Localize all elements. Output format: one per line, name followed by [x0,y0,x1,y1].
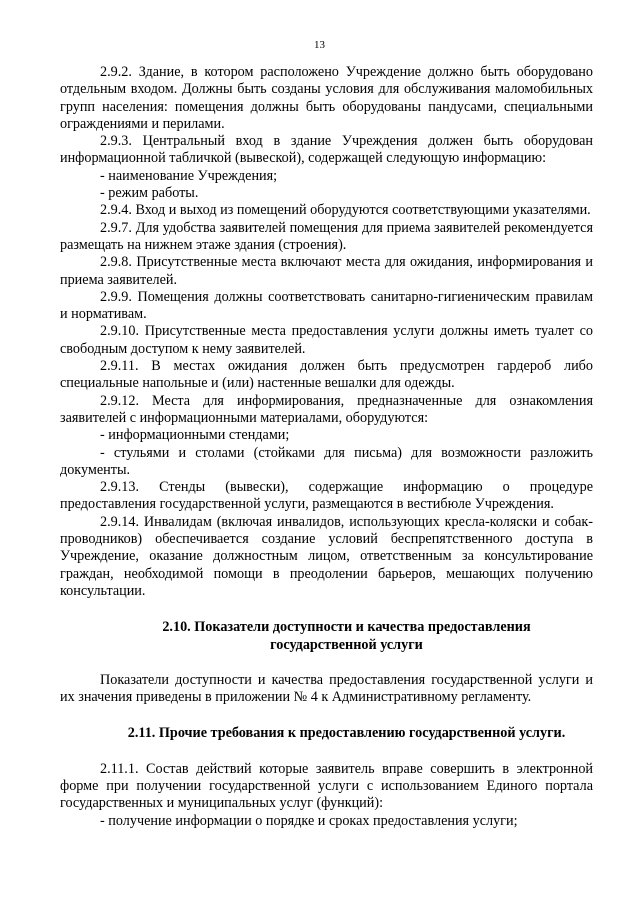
paragraph-2-9-11: 2.9.11. В местах ожидания должен быть предусмотрен гардероб либо специальные напольные и (или) настенные вешалки для одежды. [60,358,593,392]
paragraph-2-9-14: 2.9.14. Инвалидам (включая инвалидов, использующих кресла-коляски и собак-проводников) обеспечивается создание условий беспрепятственного доступа в Учреждение, оказание должностным лицом, ответственным за консультирование граждан, необходимой помощи в преодолении барьеров, мешающих получению консультации. [60,513,593,599]
section-heading-2-10-line1: 2.10. Показатели доступности и качества предоставления [162,619,531,636]
paragraph-2-9-4: 2.9.4. Вход и выход из помещений оборудуются соответствующими указателями. [100,202,591,219]
section-heading-2-11: 2.11. Прочие требования к предоставлению государственной услуги. [127,725,566,742]
page-content [60,64,593,830]
spacer [60,706,593,725]
paragraph-2-9-2: 2.9.2. Здание, в котором расположено Учреждение должно быть оборудовано отдельным входом. Должны быть созданы условия для обслуживания маломобильных групп населения: помещения должны быть оборудованы пандусами, специальными ограждениями и перилами. [60,64,593,132]
list-item-info-procedure: - получение информации о порядке и сроках предоставления услуги; [100,812,518,829]
paragraph-2-9-9: 2.9.9. Помещения должны соответствовать санитарно-гигиеническим правилам и нормативам. [60,288,593,323]
paragraph-2-9-7: 2.9.7. Для удобства заявителей помещения для приема заявителей рекомендуется размещать на нижнем этаже здания (строения). [60,219,593,253]
spacer [60,654,593,672]
spacer [60,600,593,619]
paragraph-2-9-3: 2.9.3. Центральный вход в здание Учреждения должен быть оборудован информационной табличкой (вывеской), содержащей следующую информацию: [60,133,593,167]
paragraph-2-9-12: 2.9.12. Места для информирования, предназначенные для ознакомления заявителей с информационными материалами, оборудуются: [60,392,593,426]
section-heading-2-10-line2: государственной услуги [270,636,423,653]
paragraph-2-11-1: 2.11.1. Состав действий которые заявитель вправе совершить в электронной форме при получении государственной услуги с использованием Единого портала государственных и муниципальных услуг (функций): [60,760,593,812]
list-item-chairs-tables: - стульями и столами (стойками для письма) для возможности разложить документы. [60,444,593,478]
spacer [60,743,593,761]
section-heading-2-10 [60,619,593,654]
page-number: 13 [314,39,325,51]
list-item-institution-name: - наименование Учреждения; [100,167,278,184]
list-item-working-hours: - режим работы. [100,185,199,202]
paragraph-2-10: Показатели доступности и качества предоставления государственной услуги и их значения приведены в приложении № 4 к Административному регламенту. [60,671,593,706]
paragraph-2-9-13: 2.9.13. Стенды (вывески), содержащие информацию о процедуре предоставления государственной услуги, размещаются в вестибюле Учреждения. [60,479,593,513]
paragraph-2-9-8: 2.9.8. Присутственные места включают места для ожидания, информирования и приема заявителей. [60,254,593,288]
paragraph-2-9-10: 2.9.10. Присутственные места предоставления услуги должны иметь туалет со свободным доступом к нему заявителей. [60,323,593,357]
list-item-info-stands: - информационными стендами; [100,427,290,444]
